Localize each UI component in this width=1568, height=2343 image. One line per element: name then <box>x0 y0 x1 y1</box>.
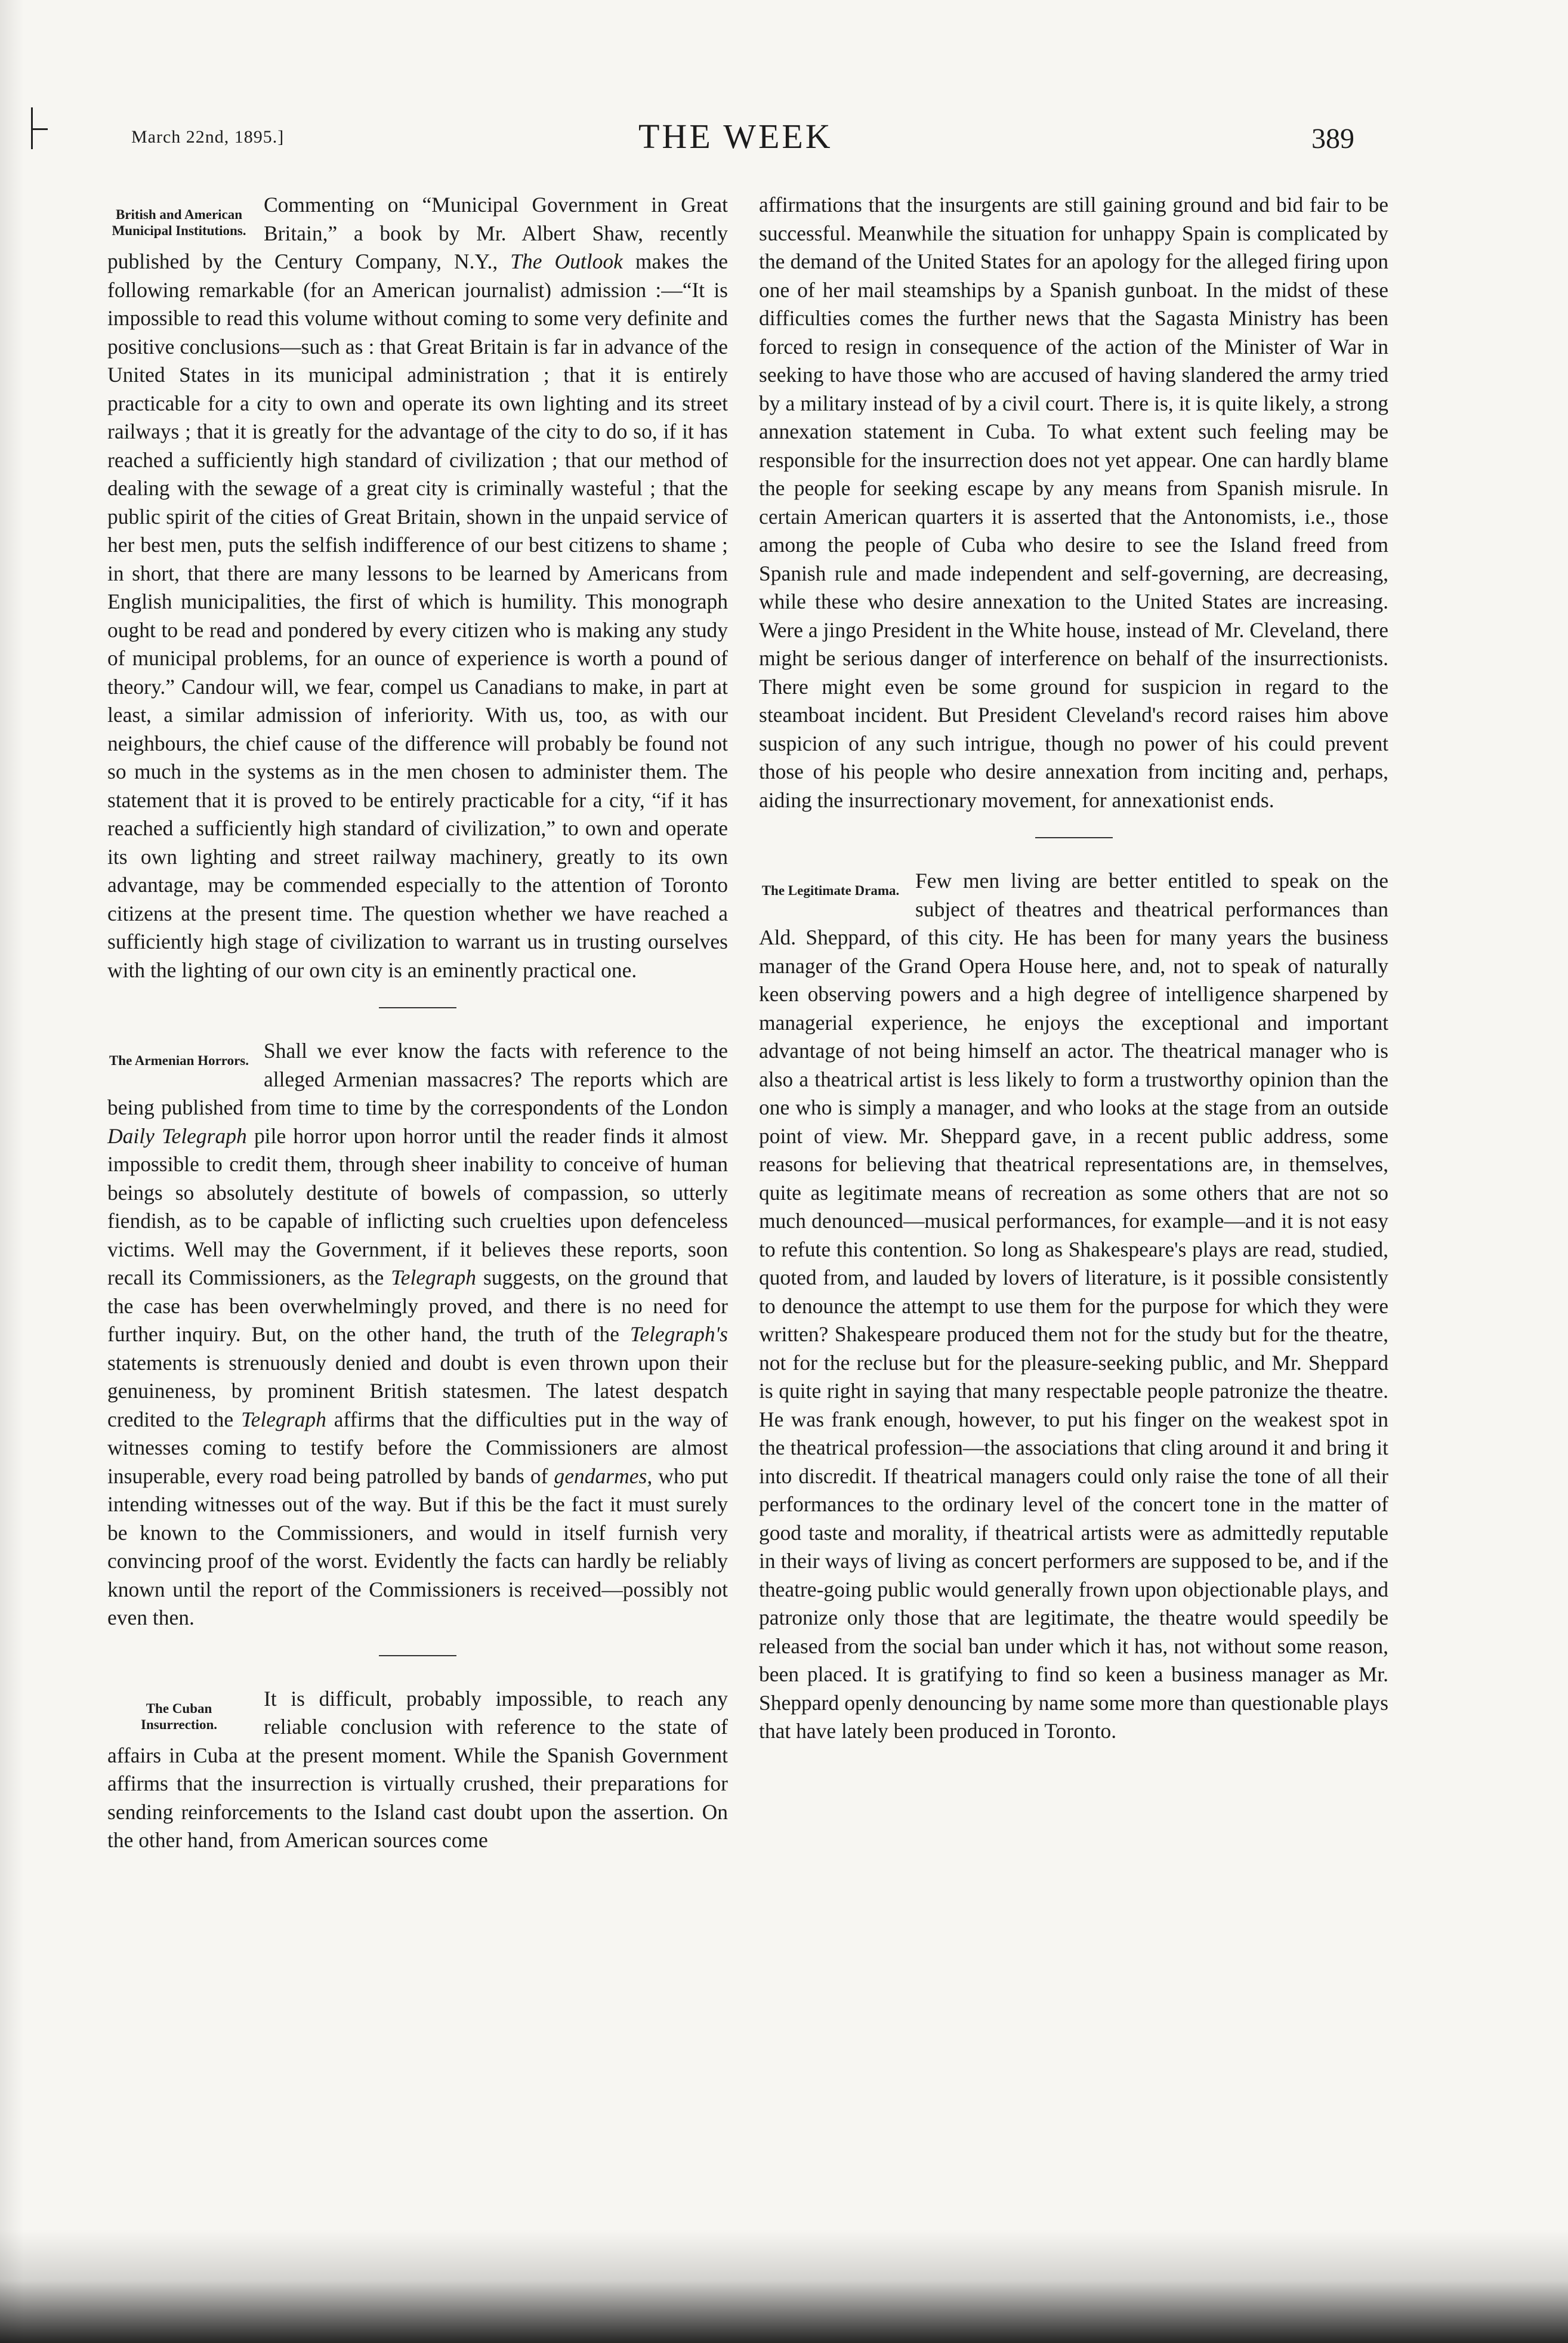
page-header <box>131 116 1354 170</box>
gutter-tick <box>31 128 48 130</box>
section-divider <box>1035 837 1113 838</box>
article-armenian-horrors <box>107 1037 728 1632</box>
scan-bottom-shadow <box>0 2230 1568 2343</box>
article-body: Shall we ever know the facts with reference to the alleged Armenian massacres? The reports which are being published from time to time by the correspondents of the London Daily Telegraph pile horror upon horror until the reader finds it almost impossible to credit them, through sheer inability to conceive of human beings so absolutely destitute of bowels of compassion, so utterly fiendish, as to be capable of inflicting such cruelties upon defenceless victims. Well may the Government, if it believes these reports, soon recall its Commissioners, as the Telegraph suggests, on the ground that the case has been overwhelmingly proved, and there is no need for further inquiry. But, on the other hand, the truth of the Telegraph's statements is strenuously denied and doubt is even thrown upon their genuineness, by prominent British statesmen. The latest despatch credited to the Telegraph affirms that the difficulties put in the way of witnesses coming to testify before the Commissioners are almost insuperable, every road being patrolled by bands of gendarmes, who put intending witnesses out of the way. But if this be the fact it must surely be known to the Commissioners, and would in itself furnish very convincing proof of the worst. Evidently the facts can hardly be reliably known until the report of the Commissioners is received—possibly not even then. <box>107 1039 728 1629</box>
article-body: Few men living are better entitled to speak on the subject of theatres and theatrical performances than Ald. Sheppard, of this city. He has been for many years the business manager of the Grand Opera House here, and, not to speak of naturally keen observing powers and a high degree of intelligence sharpened by managerial experience, he enjoys the exceptional and important advantage of not being himself an actor. The theatrical manager who is also a theatrical artist is less likely to form a trustworthy opinion than the one who is simply a manager, and who looks at the stage from an outside point of view. Mr. Sheppard gave, in a recent public address, some reasons for believing that theatrical representations are, in themselves, quite as legitimate means of recreation as some others that are not so much denounced—musical performances, for example—and it is not easy to refute this contention. So long as Shakespeare's plays are read, studied, quoted from, and lauded by lovers of literature, is it possible consistently to denounce the attempt to use them for the purpose for which they were written? Shakespeare produced them not for the study but for the theatre, not for the recluse but for the pleasure-seeking public, and Mr. Sheppard is quite right in saying that many respectable people patronize the theatre. He was frank enough, however, to put his finger on the weakest spot in the theatrical profession—the associations that cling around it and bring it into discredit. If theatrical managers could only raise the tone of all their performances to the ordinary level of the concert tone in the matter of good taste and morality, if theatrical artists were as admittedly reputable in their ways of living as concert performers are supposed to be, and if the theatre-going public would generally frown upon objectionable plays, and patronize only those that are legitimate, the theatre would speedily be released from the social ban under which it has, not without some reason, been placed. It is gratifying to find so keen a business manager as Mr. Sheppard openly denouncing by name some more than questionable plays that have lately been produced in Toronto. <box>759 869 1388 1743</box>
article-side-label: The Legitimate Drama. <box>761 883 900 898</box>
page-edge-shadow <box>0 0 24 2343</box>
section-divider <box>379 1655 456 1656</box>
article-side-label: The Armenian Horrors. <box>109 1053 249 1068</box>
article-legitimate-drama <box>759 867 1388 1746</box>
issue-date: March 22nd, 1895.] <box>131 127 285 147</box>
publication-title: THE WEEK <box>638 117 833 156</box>
right-column <box>759 191 1388 1746</box>
article-side-label: British and American Municipal Institutions. <box>112 207 246 238</box>
article-body: It is difficult, probably impossible, to reach any reliable conclusion with reference to the state of affairs in Cuba at the present moment. While the Spanish Government affirms that the insurrection is virtually crushed, their preparations for sending reinforcements to the Island cast doubt upon the assertion. On the other hand, from American sources come <box>107 1686 728 1852</box>
article-municipal-institutions <box>107 191 728 984</box>
article-cuban-insurrection <box>107 1685 728 1855</box>
page-number: 389 <box>1311 123 1354 155</box>
article-body: Commenting on “Municipal Government in Great Britain,” a book by Mr. Albert Shaw, recently published by the Century Company, N.Y., The Outlook makes the following remarkable (for an American journalist) admission :—“It is impossible to read this volume without coming to some very definite and positive conclusions—such as : that Great Britain is far in advance of the United States in its municipal administration ; that it is entirely practicable for a city to own and operate its own lighting and its street railways ; that it is greatly for the advantage of the city to do so, if it has reached a sufficiently high standard of civilization ; that our method of dealing with the sewage of a great city is criminally wasteful ; that the public spirit of the cities of Great Britain, shown in the unpaid service of her best men, puts the selfish indifference of our best citizens to shame ; in short, that there are many lessons to be learned by Americans from English municipalities, the first of which is humility. This monograph ought to be read and pondered by every citizen who is making any study of municipal problems, for an ounce of experience is worth a pound of theory.” Candour will, we fear, compel us Canadians to make, in part at least, a similar admission of inferiority. With us, too, as with our neighbours, the chief cause of the difference will probably be found not so much in the systems as in the men chosen to administer them. The statement that it is proved to be entirely practicable for a city, “if it has reached a sufficiently high standard of civilization,” to own and operate its own lighting and street railway machinery, greatly to its own advantage, may be commended especially to the attention of Toronto citizens at the present time. The question whether we have reached a sufficiently high stage of civilization to warrant us in trusting ourselves with the lighting of our own city is an eminently practical one. <box>107 193 729 982</box>
left-column <box>107 191 728 1855</box>
article-body-continued: affirmations that the insurgents are still gaining ground and bid fair to be successful. Meanwhile the situation for unhappy Spain is complicated by the demand of the United States for an apology for the alleged firing upon one of her mail steamships by a Spanish gunboat. In the midst of these difficulties comes the further news that the Sagasta Ministry has been forced to resign in consequence of the action of the Minister of War in seeking to have those who are accused of having slandered the army tried by a military instead of by a civil court. There is, it is quite likely, a strong annexation statement in Cuba. To what extent such feeling may be responsible for the insurrection does not yet appear. One can hardly blame the people for seeking escape by any means from Spanish misrule. In certain American quarters it is asserted that the Antonomists, i.e., those among the people of Cuba who desire to see the Island freed from Spanish rule and made independent and self-governing, are decreasing, while these who desire annexation to the United States are increasing. Were a jingo President in the White house, instead of Mr. Cleveland, there might be serious danger of interference on behalf of the insurrectionists. There might even be some ground for suspicion in regard to the steamboat incident. But President Cleveland's record raises him above suspicion of any such intrigue, though no power of his could prevent those of his people who desire annexation from inciting and, perhaps, aiding the insurrectionary movement, for annexationist ends. <box>759 193 1388 812</box>
section-divider <box>379 1007 456 1008</box>
article-side-label: The Cuban Insurrection. <box>141 1700 217 1732</box>
